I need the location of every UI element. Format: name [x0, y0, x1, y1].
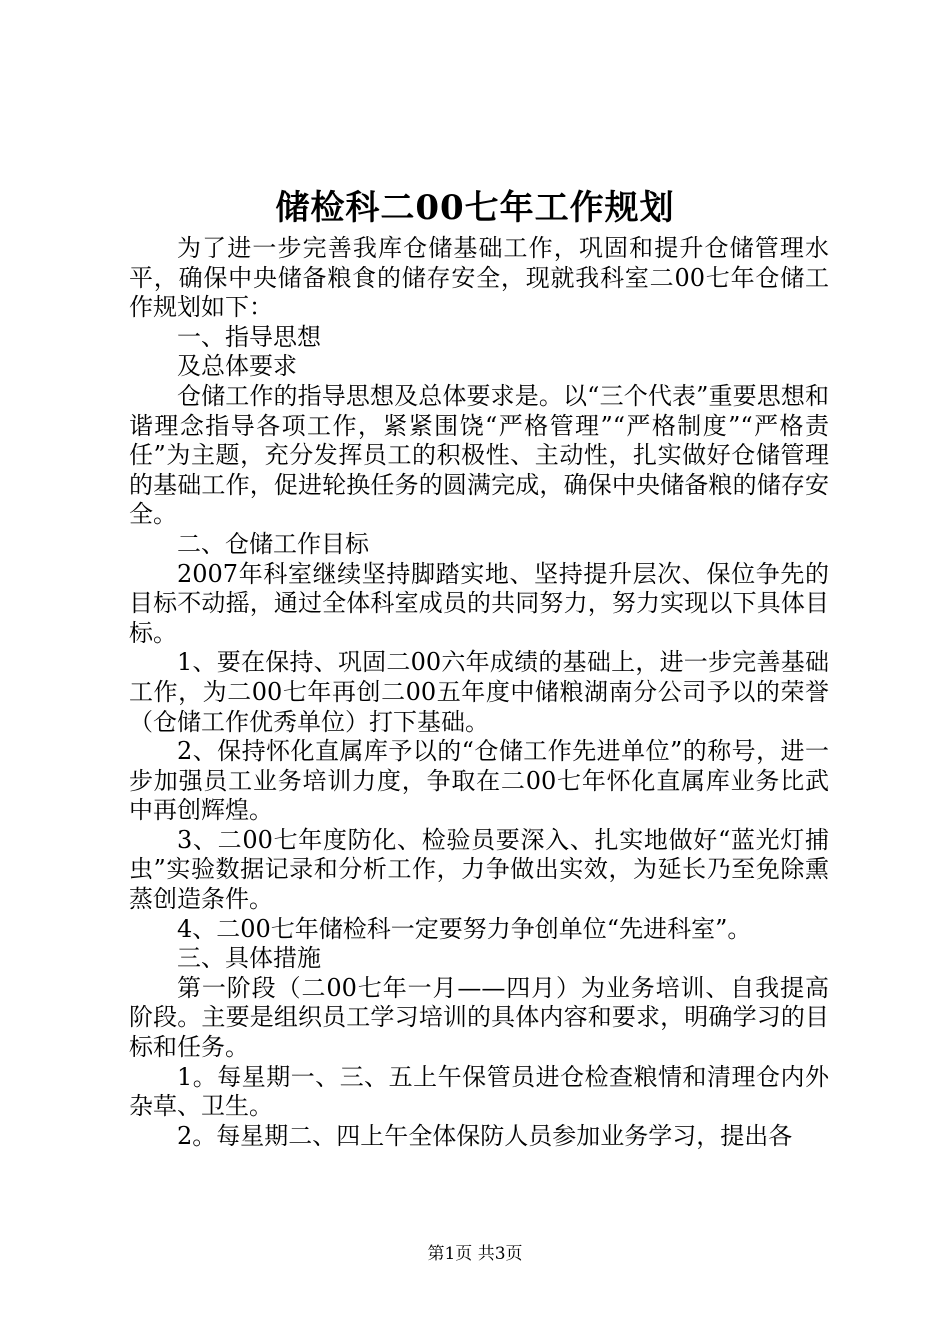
- section-heading-1-cont: 及总体要求: [177, 352, 297, 381]
- document-title: 储检科二00七年工作规划: [275, 188, 675, 228]
- paragraph-phase-1: 第一阶段（二00七年一月——四月）为业务培训、自我提高阶段。主要是组织员工学习培训的具体内容和要求，明确学习的目标和任务。: [129, 973, 829, 1062]
- page-footer: 第1页 共3页: [427, 1244, 523, 1264]
- paragraph-guiding-thought: 仓储工作的指导思想及总体要求是。以“三个代表”重要思想和谐理念指导各项工作，紧紧围饶“严格管理”“严格制度”“严格责任”为主题，充分发挥员工的积极性、主动性，扎实做好仓储管理的基础工作，促进轮换任务的圆满完成，确保中央储备粮的储存安全。: [129, 381, 829, 529]
- document-body: [129, 234, 829, 1151]
- measure-item-2: 2。每星期二、四上午全体保防人员参加业务学习，提出各: [177, 1121, 793, 1150]
- goal-item-4: 4、二00七年储检科一定要努力争创单位“先进科室”。: [177, 914, 752, 943]
- section-heading-2: 二、仓储工作目标: [177, 529, 369, 558]
- goal-item-3: 3、二00七年度防化、检验员要深入、扎实地做好“蓝光灯捕虫”实验数据记录和分析工作，力争做出实效，为延长乃至免除熏蒸创造条件。: [129, 825, 829, 914]
- measure-item-1: 1。每星期一、三、五上午保管员进仓检查粮情和清理仓内外杂草、卫生。: [129, 1062, 829, 1121]
- section-heading-3: 三、具体措施: [177, 944, 321, 973]
- goal-item-1: 1、要在保持、巩固二00六年成绩的基础上，进一步完善基础工作，为二00七年再创二00五年度中储粮湖南分公司予以的荣誉（仓储工作优秀单位）打下基础。: [129, 648, 829, 736]
- paragraph-intro: 为了进一步完善我库仓储基础工作，巩固和提升仓储管理水平，确保中央储备粮食的储存安全，现就我科室二00七年仓储工作规划如下：: [129, 234, 829, 322]
- paragraph-goals-intro: 2007年科室继续坚持脚踏实地、坚持提升层次、保位争先的目标不动摇，通过全体科室成员的共同努力，努力实现以下具体目标。: [129, 559, 829, 647]
- section-heading-1: 一、指导思想: [177, 322, 321, 351]
- goal-item-2: 2、保持怀化直属库予以的“仓储工作先进单位”的称号，进一步加强员工业务培训力度，争取在二00七年怀化直属库业务比武中再创辉煌。: [129, 737, 829, 825]
